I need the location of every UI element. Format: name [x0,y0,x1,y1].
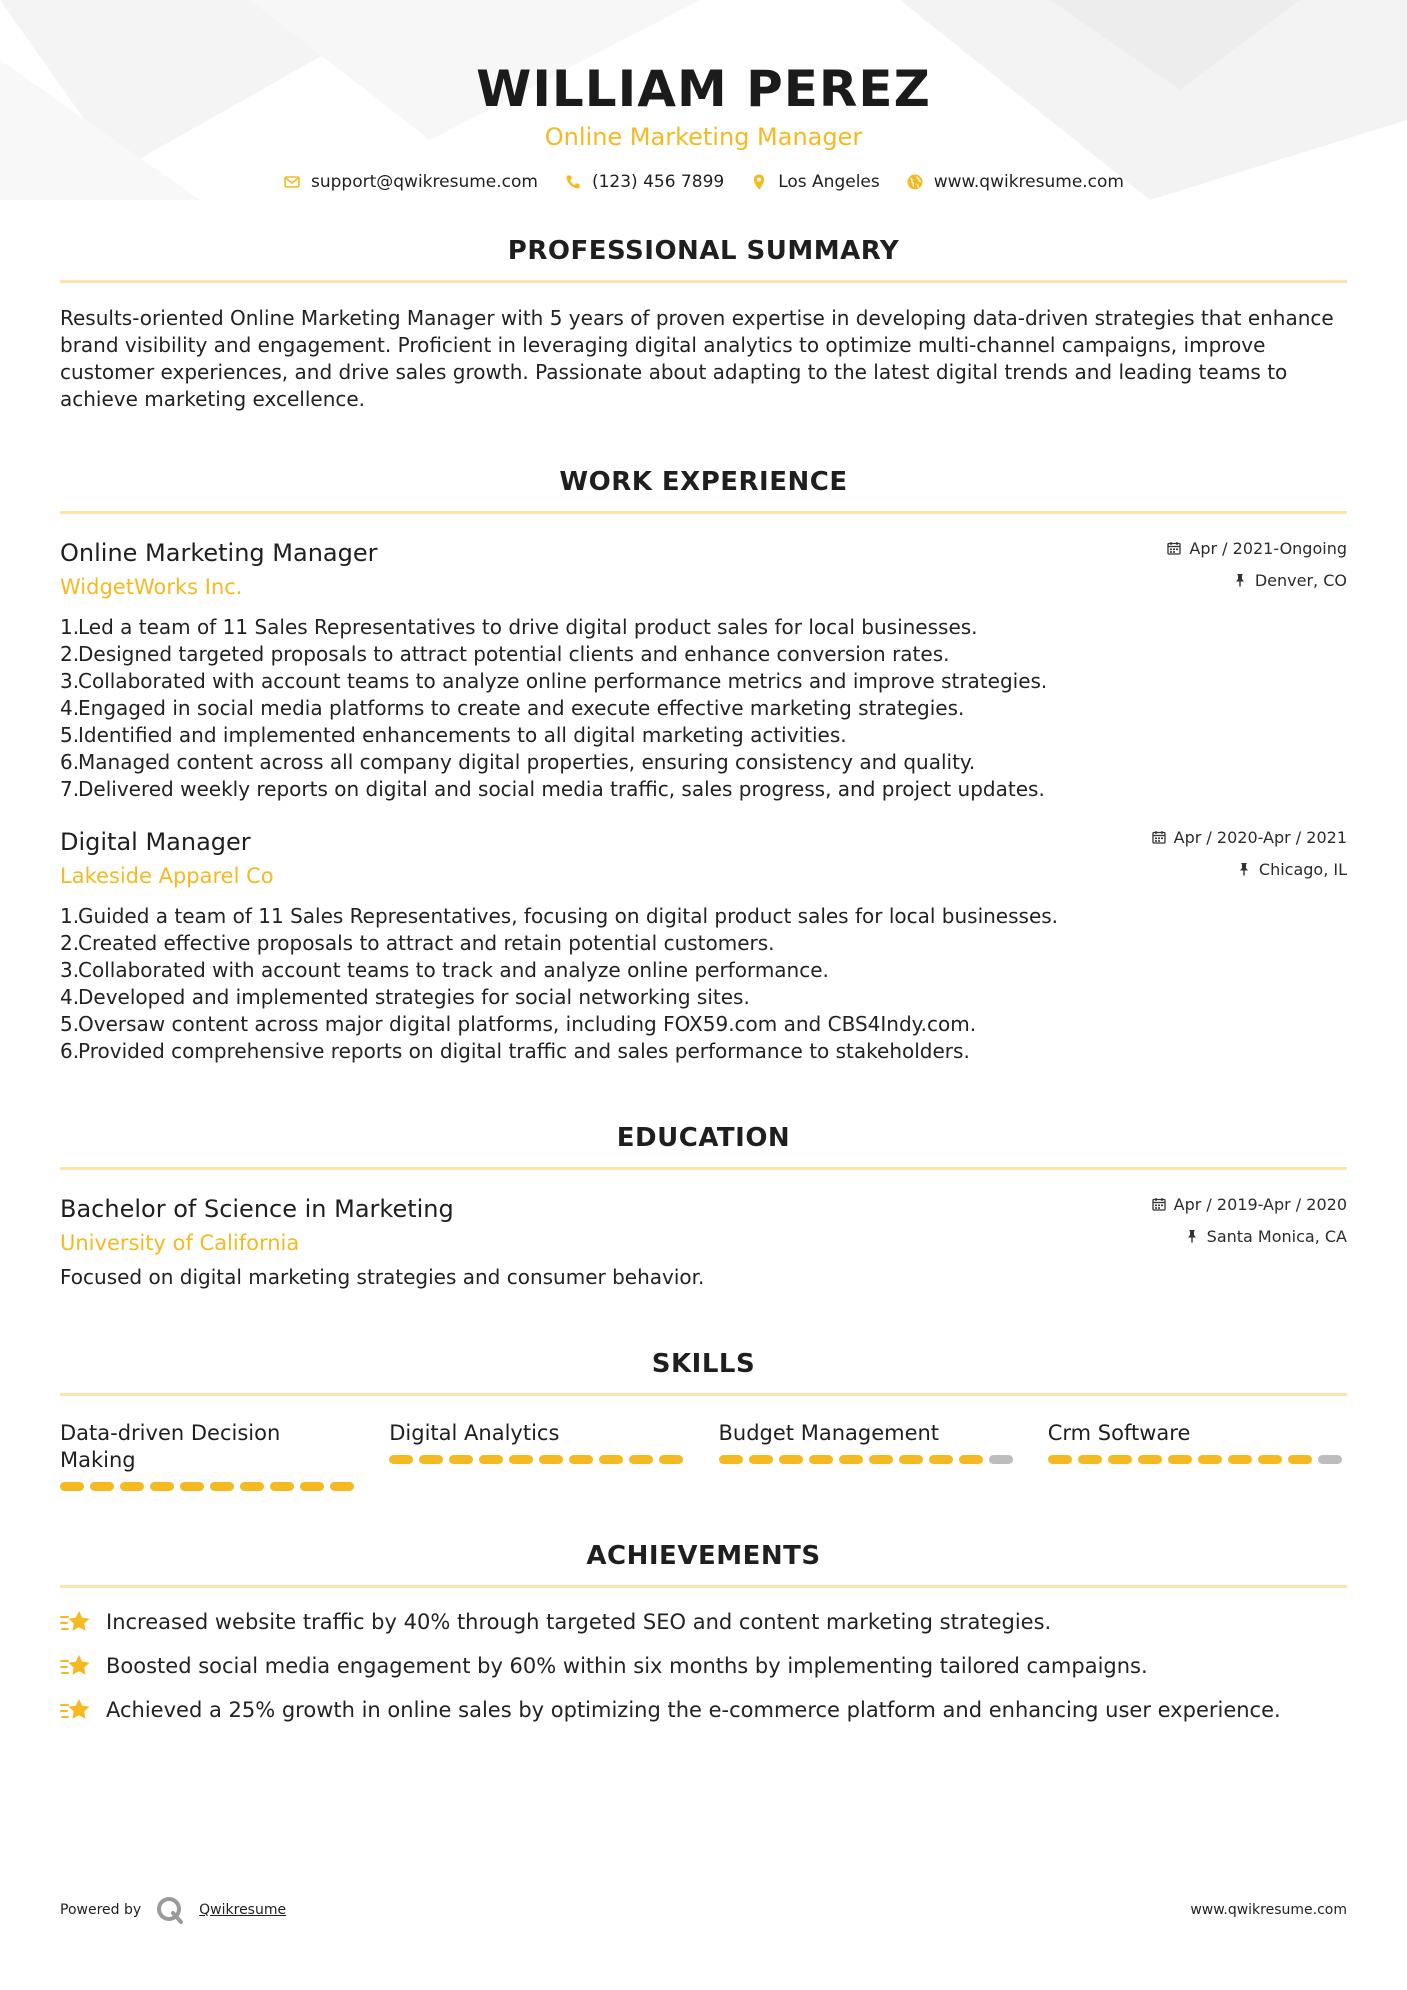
skill-item [389,1420,688,1491]
skill-segment-filled [539,1455,563,1464]
list-item [60,1652,1347,1680]
list-item: 4. Engaged in social media platforms to create and execute effective marketing strategies. [60,696,965,720]
list-item: 3. Collaborated with account teams to track and analyze online performance. [60,958,829,982]
powered-by-label: Powered by [60,1902,142,1918]
skill-item [60,1420,359,1491]
skill-segment-filled [1108,1455,1132,1464]
skills-list [60,1420,1347,1491]
skill-segment-filled [899,1455,923,1464]
skill-segment-filled [749,1455,773,1464]
summary-section [60,234,1347,413]
skill-segment-filled [479,1455,503,1464]
education-location: Santa Monica, CA [1206,1226,1347,1246]
skill-segment-filled [1258,1455,1282,1464]
list-item: 7. Delivered weekly reports on digital and social media traffic, sales progress, and project updates. [60,777,1045,801]
qwikresume-link[interactable]: Qwikresume [199,1902,287,1918]
skill-segment-filled [809,1455,833,1464]
skill-segment-filled [1288,1455,1312,1464]
contact-email[interactable] [283,172,538,192]
pushpin-icon [1233,573,1247,587]
duties-list [60,903,1347,1065]
skill-segment-filled [1078,1455,1102,1464]
job-title: Online Marketing Manager [60,539,378,567]
skill-segment-filled [90,1482,114,1491]
list-item [60,1696,1347,1724]
education-description: Focused on digital marketing strategies and consumer behavior. [60,1265,705,1289]
skill-level-bar [389,1455,688,1464]
skill-segment-filled [509,1455,533,1464]
section-divider [60,1585,1347,1588]
education-dates: Apr / 2019-Apr / 2020 [1173,1194,1347,1214]
skill-segment-filled [210,1482,234,1491]
job-dates: Apr / 2020-Apr / 2021 [1173,827,1347,847]
skill-segment-filled [869,1455,893,1464]
list-item: 5. Oversaw content across major digital platforms, including FOX59.com and CBS4Indy.com. [60,1012,977,1036]
company-name: WidgetWorks Inc. [60,575,243,599]
list-item: 6. Managed content across all company digital properties, ensuring consistency and quality. [60,750,976,774]
skill-segment-filled [1198,1455,1222,1464]
skill-segment-filled [929,1455,953,1464]
duties-list [60,614,1347,803]
company-name: Lakeside Apparel Co [60,864,274,888]
skill-segment-filled [1048,1455,1072,1464]
section-divider [60,280,1347,283]
skill-segment-filled [180,1482,204,1491]
school-name: University of California [60,1231,300,1255]
list-item [60,1608,1347,1636]
shooting-star-icon [60,1652,92,1680]
achievement-text: Achieved a 25% growth in online sales by optimizing the e-commerce platform and enhancing user experience. [106,1698,1281,1722]
contact-phone[interactable] [564,172,724,192]
education-section [60,1121,1347,1291]
section-heading-achievements: ACHIEVEMENTS [586,1541,821,1571]
achievements-list [60,1608,1347,1724]
job-title: Digital Manager [60,828,251,856]
skill-segment-filled [1168,1455,1192,1464]
email-text: support@qwikresume.com [311,172,538,192]
section-divider [60,511,1347,514]
page-footer [60,1895,1347,1925]
skill-level-bar [719,1455,1018,1464]
skill-segment-filled [330,1482,354,1491]
job-location: Chicago, IL [1258,859,1347,879]
contact-bar [60,172,1347,192]
skill-name: Data-driven Decision Making [60,1421,281,1472]
pushpin-icon [1185,1229,1199,1243]
skill-segment-filled [779,1455,803,1464]
work-experience-section [60,465,1347,1065]
education-entry [60,1194,1347,1291]
calendar-icon [1152,830,1166,844]
achievement-text: Increased website traffic by 40% through targeted SEO and content marketing strategies. [106,1610,1052,1634]
location-text: Los Angeles [778,172,880,192]
map-pin-icon [750,173,768,191]
footer-website[interactable]: www.qwikresume.com [1190,1902,1347,1918]
resume-header [60,0,1347,192]
skill-segment-empty [989,1455,1013,1464]
contact-website[interactable] [906,172,1124,192]
contact-location [750,172,880,192]
skill-segment-filled [300,1482,324,1491]
section-heading-work: WORK EXPERIENCE [559,467,848,497]
skill-segment-filled [1138,1455,1162,1464]
skills-section [60,1347,1347,1491]
skill-segment-filled [1228,1455,1252,1464]
skill-item [1048,1420,1347,1491]
website-text: www.qwikresume.com [933,172,1124,192]
section-heading-summary: PROFESSIONAL SUMMARY [507,236,900,266]
job-dates: Apr / 2021-Ongoing [1189,538,1347,558]
envelope-icon [283,173,301,191]
list-item: 3. Collaborated with account teams to analyze online performance metrics and improve strategies. [60,669,1048,693]
skill-segment-filled [839,1455,863,1464]
phone-icon [564,173,582,191]
skill-name: Crm Software [1047,1421,1191,1445]
phone-text: (123) 456 7899 [591,172,725,192]
skill-segment-filled [569,1455,593,1464]
skill-segment-filled [150,1482,174,1491]
list-item: 1. Led a team of 11 Sales Representatives to drive digital product sales for local businesses. [60,615,978,639]
job-entry [60,827,1347,1065]
skill-segment-filled [419,1455,443,1464]
skill-level-bar [1048,1455,1347,1464]
list-item: 6. Provided comprehensive reports on digital traffic and sales performance to stakeholders. [60,1039,970,1063]
pushpin-icon [1237,862,1251,876]
skill-segment-filled [270,1482,294,1491]
list-item: 5. Identified and implemented enhancements to all digital marketing activities. [60,723,847,747]
section-divider [60,1167,1347,1170]
skill-segment-filled [120,1482,144,1491]
qwikresume-logo-icon [155,1895,185,1925]
shooting-star-icon [60,1696,92,1724]
skill-segment-filled [629,1455,653,1464]
list-item: 2. Designed targeted proposals to attract potential clients and enhance conversion rates. [60,642,950,666]
section-divider [60,1393,1347,1396]
skill-item [719,1420,1018,1491]
skill-name: Digital Analytics [389,1421,560,1445]
shooting-star-icon [60,1608,92,1636]
skill-segment-filled [599,1455,623,1464]
calendar-icon [1167,541,1181,555]
skill-segment-filled [719,1455,743,1464]
skill-name: Budget Management [718,1421,940,1445]
powered-by [60,1895,286,1925]
skill-level-bar [60,1482,359,1491]
calendar-icon [1152,1197,1166,1211]
skill-segment-filled [449,1455,473,1464]
list-item: 1. Guided a team of 11 Sales Representatives, focusing on digital product sales for local businesses. [60,904,1059,928]
job-entry [60,538,1347,803]
section-heading-education: EDUCATION [616,1123,791,1153]
list-item: 2. Created effective proposals to attract and retain potential customers. [60,931,775,955]
section-heading-skills: SKILLS [651,1349,756,1379]
skill-segment-filled [659,1455,683,1464]
achievement-text: Boosted social media engagement by 60% within six months by implementing tailored campaigns. [106,1654,1148,1678]
summary-text: Results-oriented Online Marketing Manager with 5 years of proven expertise in developing data-driven strategies that enhance brand visibility and engagement. Proficient in leveraging digital analytics to optimize multi-channel campaigns, improve customer experiences, and drive sales growth. Passionate about adapting to the latest digital trends and leading teams to achieve marketing excellence. [60,306,1334,411]
list-item: 4. Developed and implemented strategies for social networking sites. [60,985,750,1009]
skill-segment-empty [1318,1455,1342,1464]
candidate-title: Online Marketing Manager [544,123,863,151]
globe-icon [906,173,924,191]
degree-title: Bachelor of Science in Marketing [60,1195,454,1223]
skill-segment-filled [389,1455,413,1464]
candidate-name: WILLIAM PEREZ [476,60,931,118]
skill-segment-filled [60,1482,84,1491]
job-location: Denver, CO [1254,570,1347,590]
skill-segment-filled [959,1455,983,1464]
achievements-section [60,1539,1347,1724]
skill-segment-filled [240,1482,264,1491]
